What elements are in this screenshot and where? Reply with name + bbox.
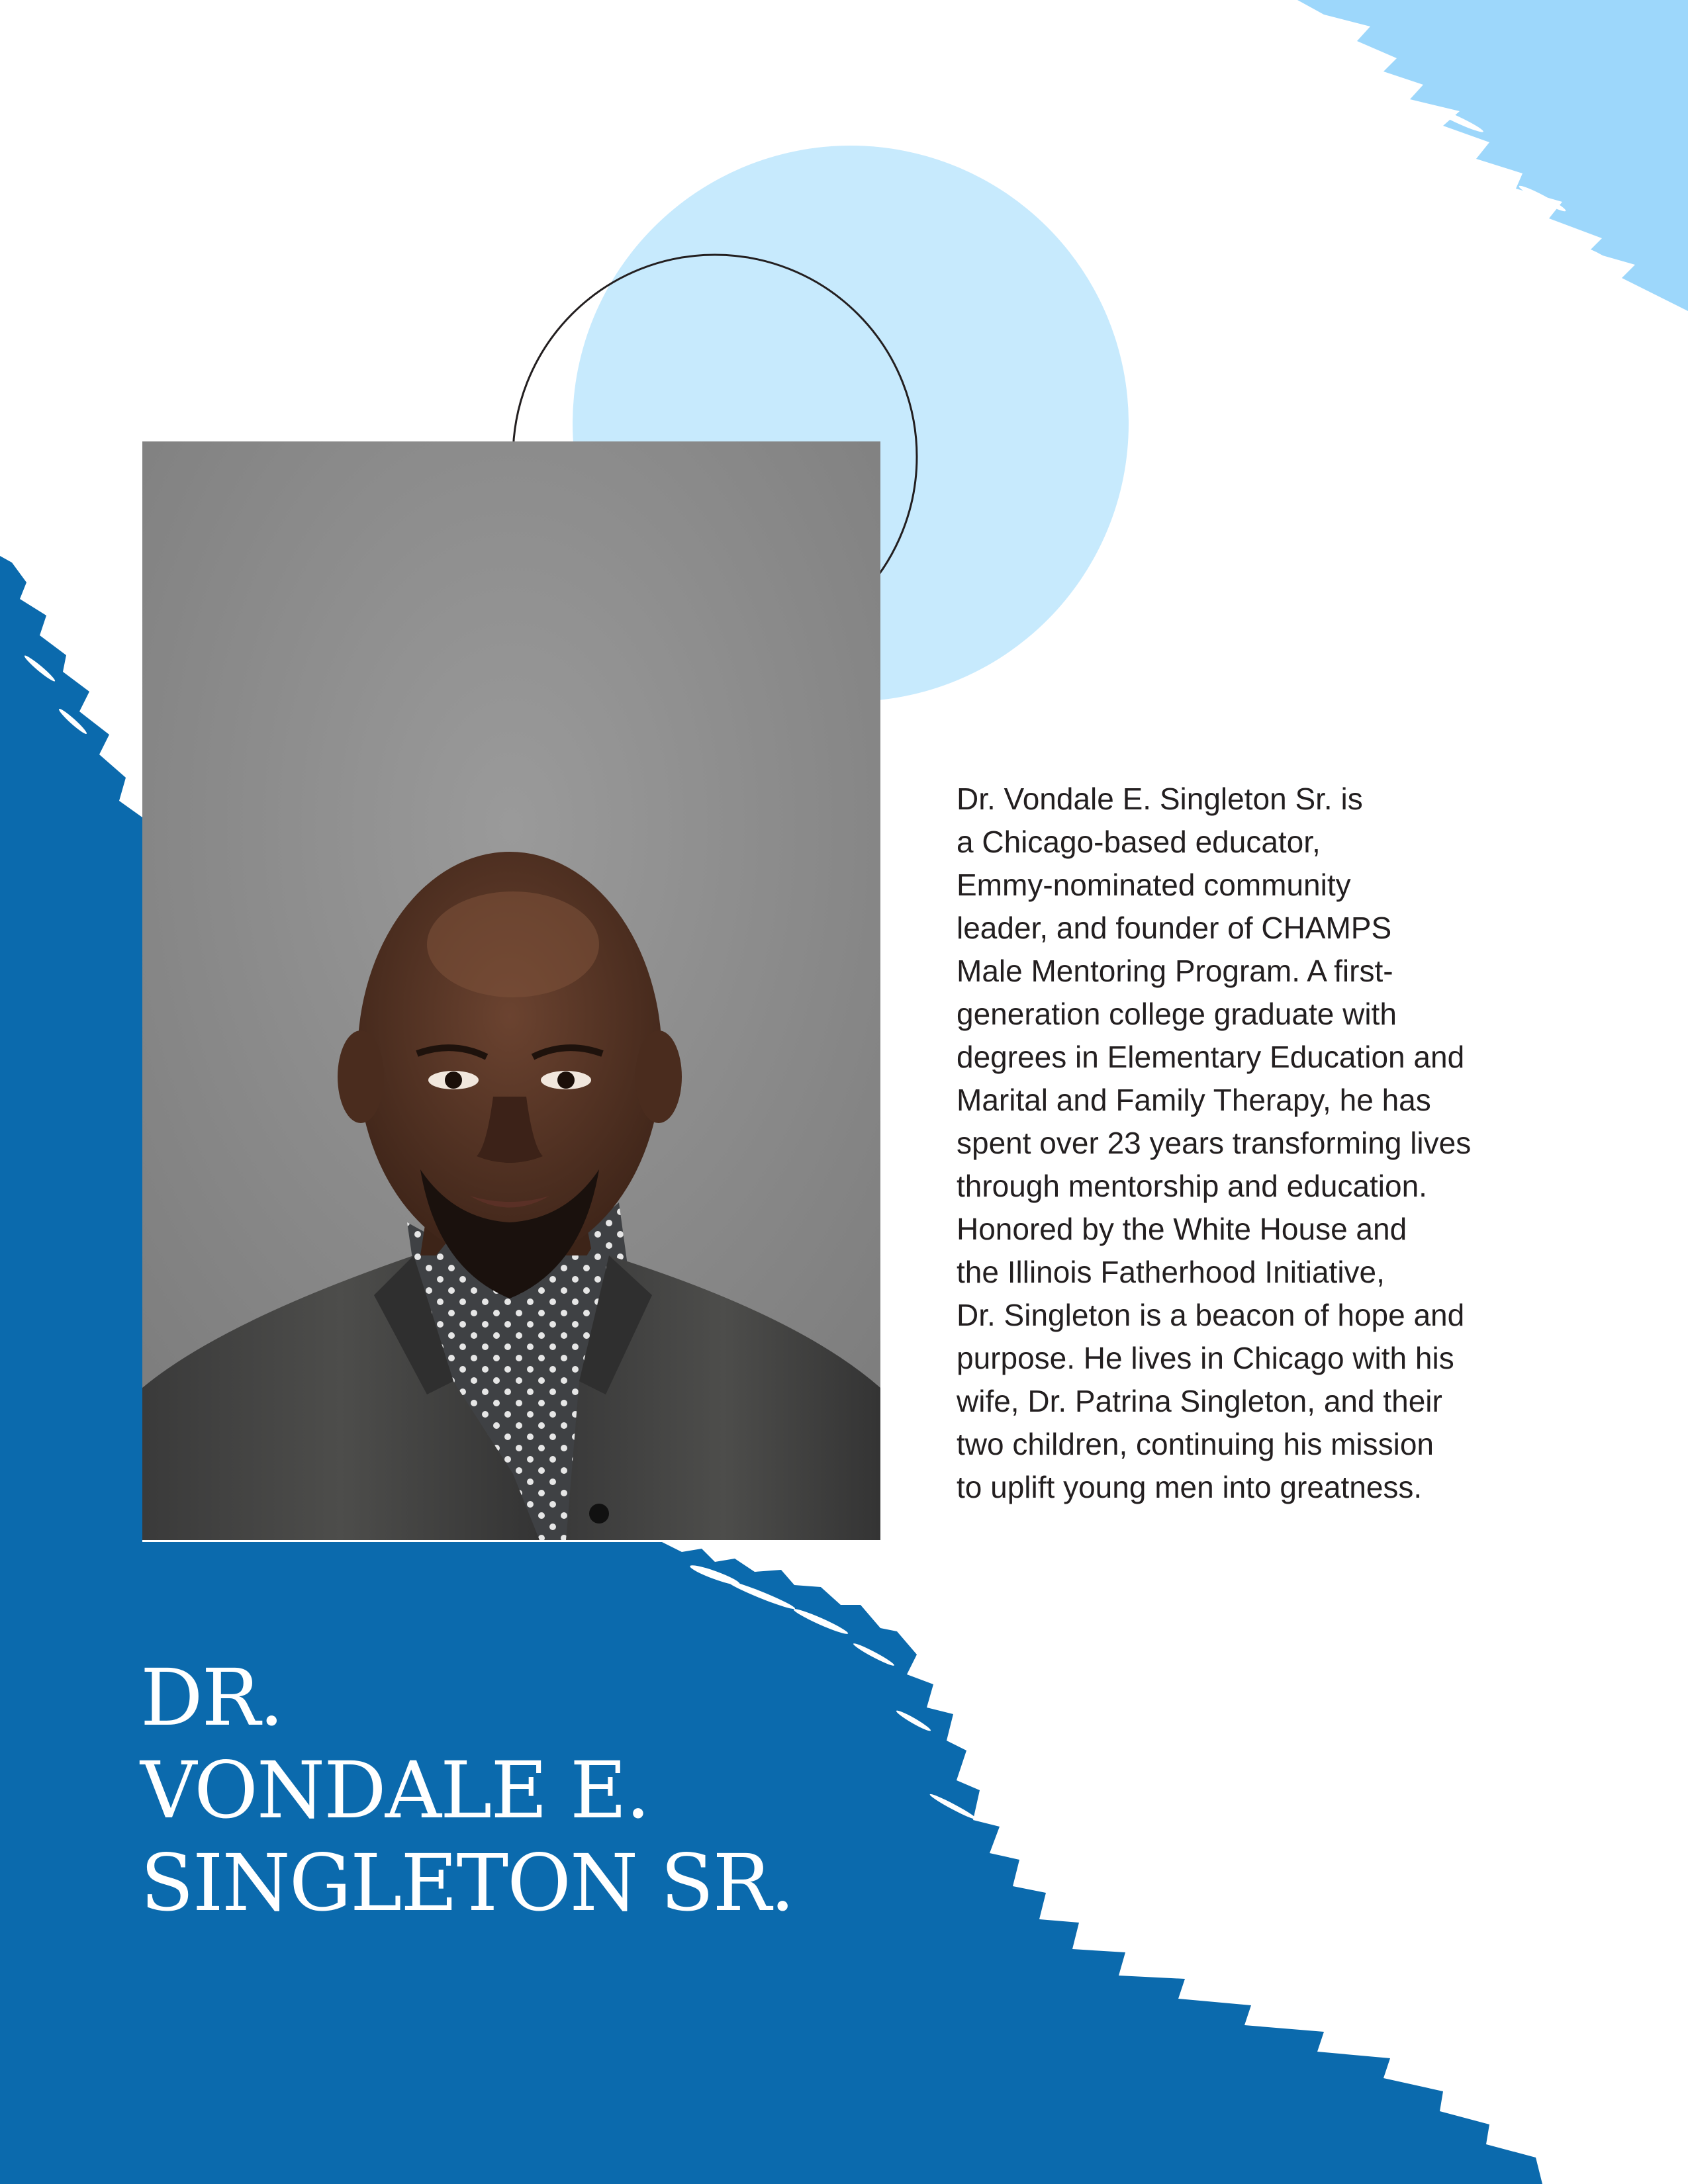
top-right-brush-stroke [1297, 0, 1688, 311]
page-title: DR. VONDALE E. SINGLETON SR. [140, 1652, 794, 1929]
portrait-photo [142, 441, 880, 1540]
portrait-photo-icon [142, 441, 880, 1540]
biography-paragraph: Dr. Vondale E. Singleton Sr. is a Chicago-based educator, Emmy-nominated community leader, and founder of CHAMPS Male Mentoring Program. A first- generation college graduate with degrees in Elementary Education and Marital and Family Therapy, he has spent over 23 years transforming lives through mentorship and education. Honored by the White House and the Illinois Fatherhood Initiative, Dr. Singleton is a beacon of hope and purpose. He lives in Chicago with his wife, Dr. Patrina Singleton, and their two children, continuing his mission to uplift young men into greatness. [957, 782, 1472, 1504]
